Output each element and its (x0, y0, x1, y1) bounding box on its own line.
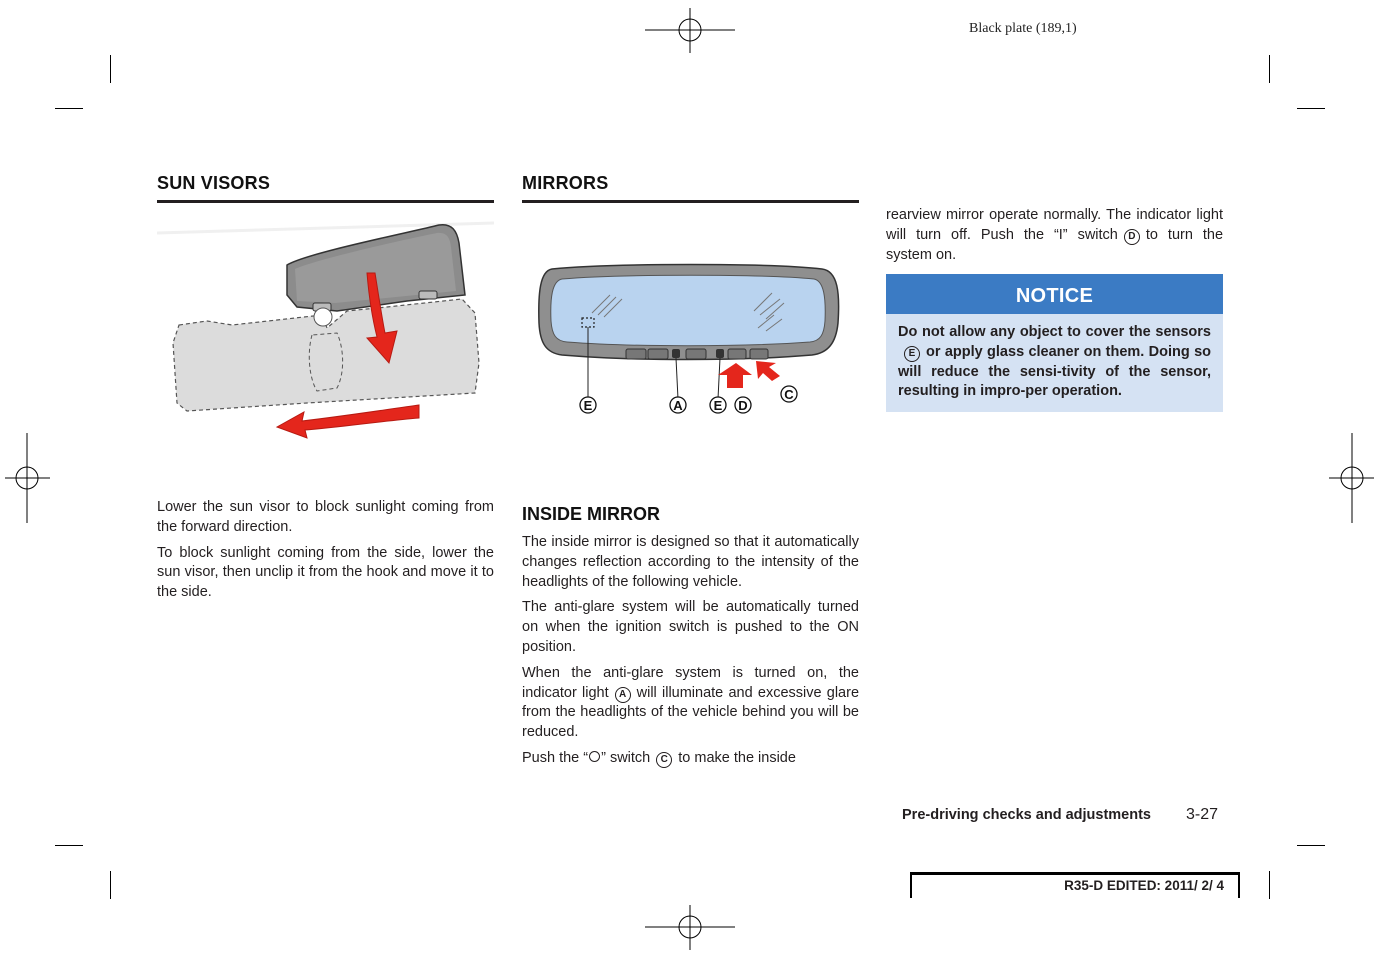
edited-text: R35-D EDITED: 2011/ 2/ 4 (1064, 878, 1224, 893)
para4-text-b: ” switch (601, 749, 651, 766)
continued-text-after: to turn the system on. (886, 226, 1224, 263)
page-number: 3-27 (1186, 806, 1219, 823)
sun-visors-para-1: Lower the sun visor to block sunlight coming from the forward direction. (157, 499, 494, 535)
callout-a: A (673, 398, 683, 413)
para4-text-a: Push the “ (522, 749, 589, 766)
callout-e-mid: E (713, 398, 723, 413)
registration-mark-top (645, 8, 735, 53)
mirror-illustration (522, 203, 859, 453)
badge-a: A (615, 687, 631, 703)
para3-text-after: will illuminate and excessive glare from the headlights of the vehicle behind you will be reduced. (522, 684, 860, 741)
mirrors-heading: MIRRORS (522, 173, 609, 193)
edited-stamp (910, 872, 1240, 898)
mirrors-column (522, 173, 859, 203)
sun-visor-illustration (157, 203, 494, 453)
plate-label: Black plate (189,1) (969, 21, 1077, 36)
continued-text-before: rearview mirror operate normally. The indicator light will turn off. Push the “I” switch (886, 207, 1223, 243)
callout-c: C (784, 387, 794, 402)
registration-mark-right (1329, 433, 1374, 523)
notice-title: NOTICE (886, 274, 1223, 314)
sun-visors-para-2: To block sunlight coming from the side, lower the sun visor, then unclip it from the hook and move it to the side. (157, 544, 494, 601)
inside-mirror-heading: INSIDE MIRROR (522, 504, 661, 524)
callout-d: D (738, 398, 748, 413)
sun-visors-heading: SUN VISORS (157, 173, 271, 193)
badge-d: D (1124, 229, 1140, 245)
notice-body (886, 314, 1223, 412)
para4-text-after: to make the inside (678, 749, 796, 766)
continued-column (886, 206, 1223, 271)
footer-section-title: Pre-driving checks and adjustments (902, 807, 1151, 823)
sun-visors-text (157, 498, 494, 609)
para3-text-before: When the anti-glare system is turned on, the indicator light (522, 664, 859, 701)
inside-mirror-para-3 (522, 664, 859, 743)
notice-text-before: Do not allow any object to cover the sensors (898, 324, 1211, 340)
callout-e-left: E (583, 398, 593, 413)
inside-mirror-para-4 (522, 749, 859, 769)
notice-box (886, 274, 1223, 412)
continued-para (886, 206, 1223, 265)
notice-text-after: or apply glass cleaner on them. Doing so will reduce the sensi-tivity of the sensor, resulting in impro-per operation. (898, 343, 1211, 400)
sun-visors-column (157, 173, 494, 203)
badge-e: E (904, 346, 920, 362)
registration-mark-left (5, 433, 50, 523)
inside-mirror-text (522, 504, 859, 775)
circle-switch-icon (589, 751, 600, 762)
inside-mirror-para-2: The anti-glare system will be automatically turned on when the ignition switch is pushed to the ON position. (522, 599, 859, 655)
inside-mirror-para-1: The inside mirror is designed so that it automatically changes reflection according to the intensity of the headlights of the following vehicle. (522, 534, 859, 590)
registration-mark-bottom (645, 905, 735, 950)
badge-c: C (656, 752, 672, 768)
